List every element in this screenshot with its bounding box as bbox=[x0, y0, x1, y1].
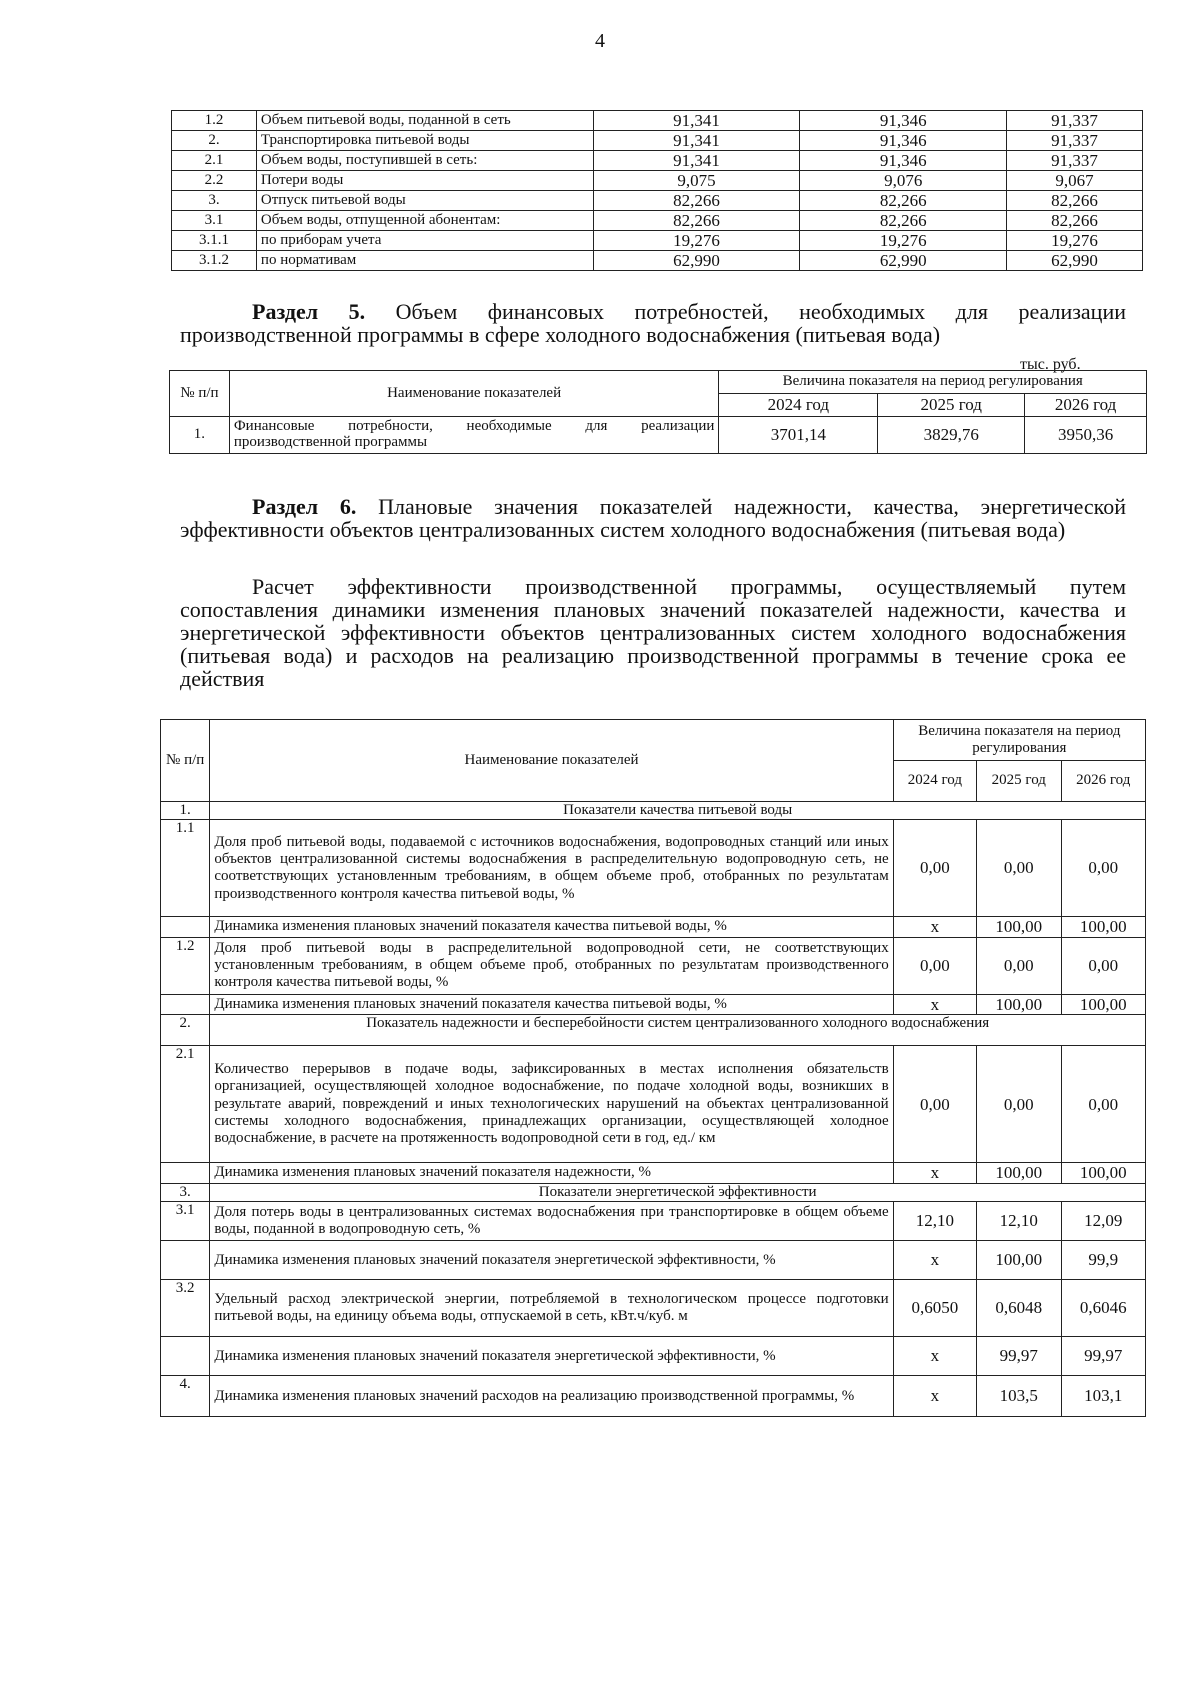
value-2025: 62,990 bbox=[800, 251, 1007, 271]
row-number bbox=[161, 1163, 210, 1184]
year-header: 2024 год bbox=[893, 761, 976, 802]
unit-label: тыс. руб. bbox=[1020, 356, 1081, 373]
table-row bbox=[161, 1202, 1146, 1241]
row-number: 3.1 bbox=[172, 211, 257, 231]
row-name: Финансовые потребности, необходимые для реализации производственной программы bbox=[229, 417, 719, 454]
value-2025: 82,266 bbox=[800, 191, 1007, 211]
col-name-header: Наименование показателей bbox=[229, 371, 719, 417]
row-name: по нормативам bbox=[256, 251, 593, 271]
financial-needs-table bbox=[169, 370, 1147, 454]
value-2026: 0,00 bbox=[1061, 1046, 1145, 1163]
value-2024: 3701,14 bbox=[719, 417, 878, 454]
row-name: Удельный расход электрической энергии, потребляемой в технологическом процессе подготовки питьевой воды, на единицу объема воды, отпускаемой в сеть, кВт.ч/куб. м bbox=[210, 1280, 893, 1337]
row-number: 2. bbox=[172, 131, 257, 151]
table-row bbox=[161, 820, 1146, 917]
table-header-row bbox=[170, 371, 1147, 394]
value-2024: х bbox=[893, 1241, 976, 1280]
value-2024: 91,341 bbox=[593, 151, 800, 171]
value-2026: 100,00 bbox=[1061, 1163, 1145, 1184]
value-2024: 19,276 bbox=[593, 231, 800, 251]
row-number: 1.1 bbox=[161, 820, 210, 917]
dynamics-row bbox=[161, 994, 1146, 1015]
year-header: 2026 год bbox=[1061, 761, 1145, 802]
table-row bbox=[172, 111, 1143, 131]
value-2025: 100,00 bbox=[977, 917, 1061, 938]
page-number: 4 bbox=[595, 30, 605, 52]
row-name: Потери воды bbox=[256, 171, 593, 191]
row-number: 3.2 bbox=[161, 1280, 210, 1337]
value-2024: 0,6050 bbox=[893, 1280, 976, 1337]
table-header-row bbox=[161, 720, 1146, 761]
value-2025: 0,00 bbox=[977, 1046, 1061, 1163]
row-name: Количество перерывов в подаче воды, зафиксированных в местах исполнения обязательств организацией, осуществляющей холодное водоснабжение, по подаче холодной воды, возникших в результате аварий, повреждений и иных технологических нарушений на объектах централизованной системы холодного водоснабжения, принадлежащих организации, осуществляющей холодное водоснабжение, в расчете на протяженность водопроводной сети в год, ед./ км bbox=[210, 1046, 893, 1163]
table-row bbox=[161, 1046, 1146, 1163]
value-2025: 103,5 bbox=[977, 1376, 1061, 1417]
value-2026: 99,9 bbox=[1061, 1241, 1145, 1280]
section-5-title: Объем финансовых потребностей, необходимых для реализации производственной программы в сфере холодного водоснабжения (питьевая вода) bbox=[180, 299, 1126, 348]
value-2026: 91,337 bbox=[1007, 131, 1143, 151]
value-2025: 91,346 bbox=[800, 111, 1007, 131]
year-header: 2026 год bbox=[1025, 394, 1147, 417]
col-group-header: Величина показателя на период регулирования bbox=[893, 720, 1145, 761]
dynamics-row bbox=[161, 1337, 1146, 1376]
row-number: 4. bbox=[161, 1376, 210, 1417]
row-number bbox=[161, 1241, 210, 1280]
value-2025: 9,076 bbox=[800, 171, 1007, 191]
table-row bbox=[172, 171, 1143, 191]
section-6-heading bbox=[180, 495, 1126, 541]
row-number: 1.2 bbox=[161, 937, 210, 994]
section-6-label: Раздел 6. bbox=[252, 494, 357, 519]
value-2024: 0,00 bbox=[893, 937, 976, 994]
row-name: Динамика изменения плановых значений расходов на реализацию производственной программы, % bbox=[210, 1376, 893, 1417]
value-2024: 82,266 bbox=[593, 191, 800, 211]
col-number-header: № п/п bbox=[161, 720, 210, 802]
indicators-table bbox=[160, 719, 1146, 1417]
value-2025: 99,97 bbox=[977, 1337, 1061, 1376]
value-2024: 91,341 bbox=[593, 111, 800, 131]
table-row bbox=[170, 417, 1147, 454]
row-number bbox=[161, 1337, 210, 1376]
row-number: 2.2 bbox=[172, 171, 257, 191]
row-number bbox=[161, 994, 210, 1015]
row-name: Доля проб питьевой воды в распределительной водопроводной сети, не соответствующих установленным требованиям, в общем объеме проб, отобранных по результатам производственного контроля качества питьевой воды, % bbox=[210, 937, 893, 994]
row-name: Динамика изменения плановых значений показателя качества питьевой воды, % bbox=[210, 994, 893, 1015]
value-2025: 100,00 bbox=[977, 1241, 1061, 1280]
value-2026: 0,6046 bbox=[1061, 1280, 1145, 1337]
value-2024: 62,990 bbox=[593, 251, 800, 271]
table-row bbox=[161, 1280, 1146, 1337]
value-2026: 100,00 bbox=[1061, 994, 1145, 1015]
value-2026: 62,990 bbox=[1007, 251, 1143, 271]
value-2024: х bbox=[893, 1376, 976, 1417]
col-group-header: Величина показателя на период регулирования bbox=[719, 371, 1147, 394]
efficiency-calc-paragraph: Расчет эффективности производственной программы, осуществляемый путем сопоставления динамики изменения плановых значений показателей надежности, качества и энергетической эффективности объектов централизованных систем холодного водоснабжения (питьевая вода) и расходов на реализацию производственной программы в течение срока ее действия bbox=[180, 574, 1126, 692]
value-2025: 100,00 bbox=[977, 994, 1061, 1015]
table-row bbox=[172, 151, 1143, 171]
col-name-header: Наименование показателей bbox=[210, 720, 893, 802]
group-title: Показатель надежности и бесперебойности систем централизованного холодного водоснабжения bbox=[210, 1015, 1146, 1046]
row-number bbox=[161, 917, 210, 938]
row-name: Динамика изменения плановых значений показателя надежности, % bbox=[210, 1163, 893, 1184]
value-2025: 0,6048 bbox=[977, 1280, 1061, 1337]
value-2026: 100,00 bbox=[1061, 917, 1145, 938]
value-2024: 12,10 bbox=[893, 1202, 976, 1241]
row-name: Объем питьевой воды, поданной в сеть bbox=[256, 111, 593, 131]
year-header: 2024 год bbox=[719, 394, 878, 417]
section-6-title: Плановые значения показателей надежности, качества, энергетической эффективности объектов централизованных систем холодного водоснабжения (питьевая вода) bbox=[180, 494, 1126, 543]
dynamics-row bbox=[161, 1241, 1146, 1280]
row-name: Объем воды, поступившей в сеть: bbox=[256, 151, 593, 171]
value-2024: 9,075 bbox=[593, 171, 800, 191]
value-2024: х bbox=[893, 917, 976, 938]
row-number: 2.1 bbox=[172, 151, 257, 171]
row-name: Доля потерь воды в централизованных системах водоснабжения при транспортировке в общем объеме воды, поданной в водопроводную сеть, % bbox=[210, 1202, 893, 1241]
row-name: Динамика изменения плановых значений показателя качества питьевой воды, % bbox=[210, 917, 893, 938]
value-2026: 99,97 bbox=[1061, 1337, 1145, 1376]
table-row bbox=[172, 231, 1143, 251]
value-2025: 0,00 bbox=[977, 937, 1061, 994]
table-row bbox=[161, 1376, 1146, 1417]
row-name: Отпуск питьевой воды bbox=[256, 191, 593, 211]
value-2026: 0,00 bbox=[1061, 937, 1145, 994]
value-2024: 0,00 bbox=[893, 1046, 976, 1163]
section-5-label: Раздел 5. bbox=[252, 299, 366, 324]
row-number: 3.1 bbox=[161, 1202, 210, 1241]
row-number: 3.1.1 bbox=[172, 231, 257, 251]
value-2024: х bbox=[893, 994, 976, 1015]
value-2026: 82,266 bbox=[1007, 211, 1143, 231]
value-2024: х bbox=[893, 1163, 976, 1184]
table-row bbox=[161, 937, 1146, 994]
group-row bbox=[161, 802, 1146, 820]
value-2025: 19,276 bbox=[800, 231, 1007, 251]
section-5-heading bbox=[180, 300, 1126, 346]
row-number: 3.1.2 bbox=[172, 251, 257, 271]
value-2026: 9,067 bbox=[1007, 171, 1143, 191]
value-2025: 12,10 bbox=[977, 1202, 1061, 1241]
table-row bbox=[172, 131, 1143, 151]
value-2025: 82,266 bbox=[800, 211, 1007, 231]
dynamics-row bbox=[161, 1163, 1146, 1184]
value-2026: 103,1 bbox=[1061, 1376, 1145, 1417]
group-title: Показатели энергетической эффективности bbox=[210, 1183, 1146, 1201]
value-2025: 100,00 bbox=[977, 1163, 1061, 1184]
value-2026: 3950,36 bbox=[1025, 417, 1147, 454]
value-2024: 0,00 bbox=[893, 820, 976, 917]
row-number: 2.1 bbox=[161, 1046, 210, 1163]
dynamics-row bbox=[161, 917, 1146, 938]
row-name: Динамика изменения плановых значений показателя энергетической эффективности, % bbox=[210, 1337, 893, 1376]
group-row bbox=[161, 1183, 1146, 1201]
row-number: 2. bbox=[161, 1015, 210, 1046]
row-name: Динамика изменения плановых значений показателя энергетической эффективности, % bbox=[210, 1241, 893, 1280]
value-2025: 91,346 bbox=[800, 131, 1007, 151]
value-2026: 0,00 bbox=[1061, 820, 1145, 917]
value-2024: х bbox=[893, 1337, 976, 1376]
row-number: 1. bbox=[170, 417, 230, 454]
water-volume-table bbox=[171, 110, 1143, 271]
value-2025: 3829,76 bbox=[878, 417, 1025, 454]
year-header: 2025 год bbox=[977, 761, 1061, 802]
row-name: Объем воды, отпущенной абонентам: bbox=[256, 211, 593, 231]
col-number-header: № п/п bbox=[170, 371, 230, 417]
group-row bbox=[161, 1015, 1146, 1046]
table-row bbox=[172, 191, 1143, 211]
row-name: Доля проб питьевой воды, подаваемой с источников водоснабжения, водопроводных станций или иных объектов централизованной системы водоснабжения в распределительную водопроводную сеть, не соответствующих установленным требованиям, в общем объеме проб, отобранных по результатам производственного контроля качества питьевой воды, % bbox=[210, 820, 893, 917]
value-2026: 19,276 bbox=[1007, 231, 1143, 251]
group-title: Показатели качества питьевой воды bbox=[210, 802, 1146, 820]
row-name: Транспортировка питьевой воды bbox=[256, 131, 593, 151]
year-header: 2025 год bbox=[878, 394, 1025, 417]
value-2026: 91,337 bbox=[1007, 111, 1143, 131]
value-2026: 91,337 bbox=[1007, 151, 1143, 171]
row-number: 3. bbox=[161, 1183, 210, 1201]
row-name: по приборам учета bbox=[256, 231, 593, 251]
value-2026: 82,266 bbox=[1007, 191, 1143, 211]
value-2025: 0,00 bbox=[977, 820, 1061, 917]
table-row bbox=[172, 211, 1143, 231]
value-2024: 82,266 bbox=[593, 211, 800, 231]
value-2026: 12,09 bbox=[1061, 1202, 1145, 1241]
value-2024: 91,341 bbox=[593, 131, 800, 151]
row-number: 1. bbox=[161, 802, 210, 820]
row-number: 3. bbox=[172, 191, 257, 211]
table-row bbox=[172, 251, 1143, 271]
row-number: 1.2 bbox=[172, 111, 257, 131]
value-2025: 91,346 bbox=[800, 151, 1007, 171]
